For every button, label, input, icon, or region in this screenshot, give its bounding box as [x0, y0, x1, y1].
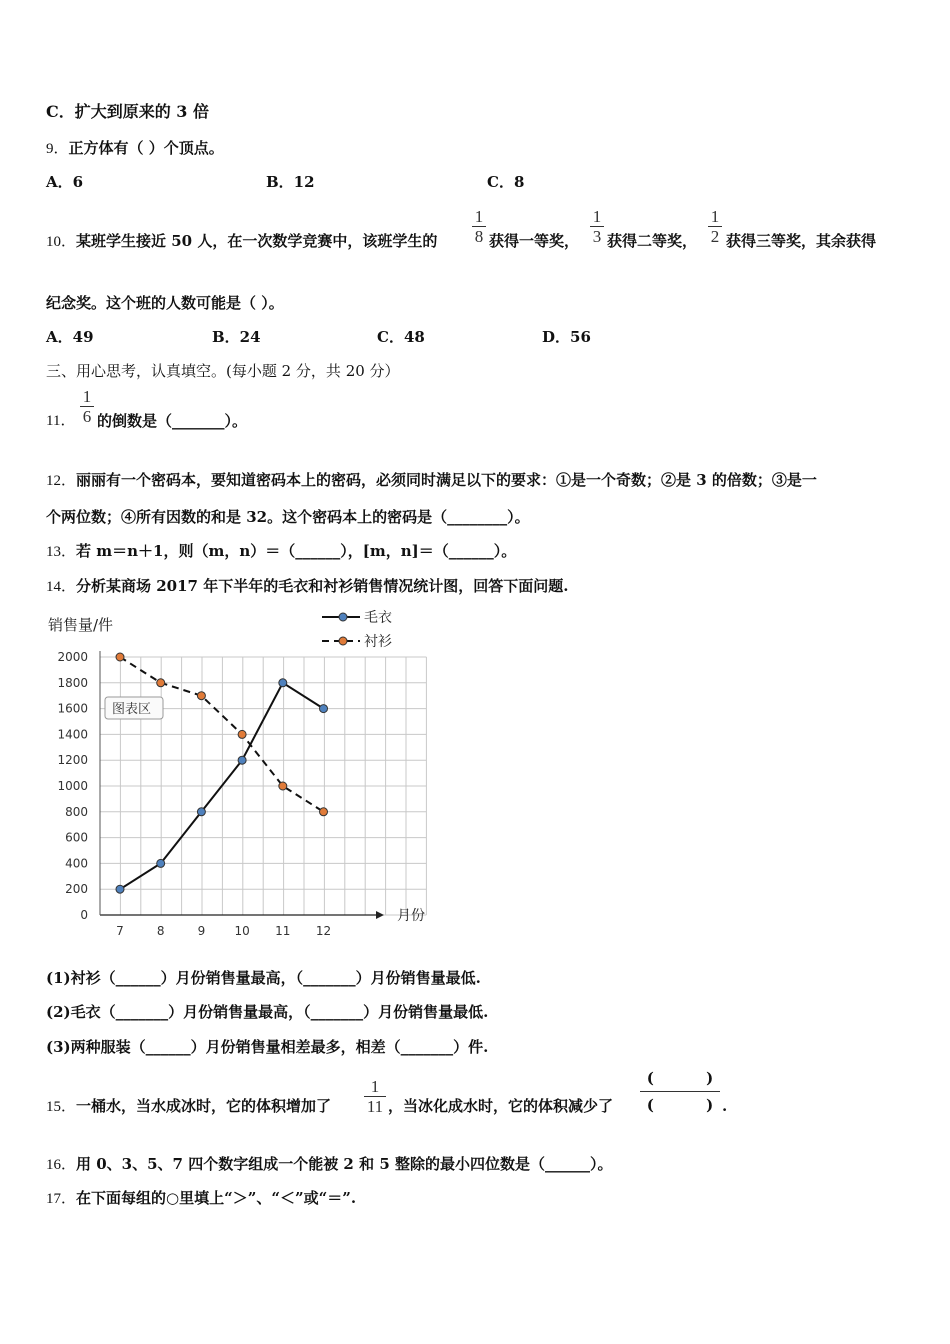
q15-frac-num: 1 — [370, 1077, 380, 1096]
chart-x-label: 月份 — [397, 908, 425, 924]
q9-line — [46, 138, 224, 159]
q12-text-1: 丽丽有一个密码本，要知道密码本上的密码，必须同时满足以下的要求：①是一个奇数；②是 3 的倍数；③是一 — [76, 471, 817, 489]
data-point — [157, 859, 165, 867]
q10-text-b: 获得一等奖， — [489, 232, 580, 250]
q10-line2: 纪念奖。这个班的人数可能是（ ）。 — [46, 294, 284, 312]
q17-number: 17． — [46, 1191, 77, 1207]
q10-line1 — [46, 231, 437, 252]
y-tick-label: 1400 — [57, 727, 88, 742]
chart-legend — [322, 610, 392, 650]
q10-frac1-den: 8 — [474, 227, 484, 246]
data-point — [157, 679, 165, 687]
q10-number: 10． — [46, 234, 77, 250]
q13-text: 若 m＝n＋1，则（m，n）＝（______），[m，n]＝（______）。 — [76, 542, 517, 560]
q15-line — [46, 1096, 331, 1117]
section-3-heading: 三、用心思考，认真填空。(每小题 2 分，共 20 分） — [46, 362, 400, 380]
q14-sub2: (2)毛衣（_______）月份销售量最高，（_______）月份销售量最低. — [46, 1003, 489, 1021]
chart-x-ticks — [116, 924, 331, 938]
y-tick-label: 800 — [65, 804, 88, 819]
q10-frac3-den: 2 — [710, 227, 720, 246]
q15-blank-den: ( ) — [646, 1096, 714, 1114]
q12-line2: 个两位数；④所有因数的和是 32。这个密码本上的密码是（________）。 — [46, 508, 530, 526]
q16-text: 用 0、3、5、7 四个数字组成一个能被 2 和 5 整除的最小四位数是（______）。 — [76, 1155, 613, 1173]
data-point — [320, 808, 328, 816]
data-point — [238, 756, 246, 764]
x-tick-label: 8 — [156, 924, 165, 938]
x-tick-label: 10 — [234, 924, 250, 938]
data-point — [279, 782, 287, 790]
data-point — [116, 653, 124, 661]
data-point — [116, 885, 124, 893]
q10-frac3-num: 1 — [710, 207, 720, 226]
q10-option-c: C．48 — [377, 328, 425, 346]
data-point — [197, 692, 205, 700]
data-point — [320, 705, 328, 713]
chart-series — [116, 653, 328, 893]
q10-frac2-num: 1 — [592, 207, 602, 226]
y-tick-label: 1000 — [57, 779, 88, 793]
q10-option-a: A．49 — [46, 328, 94, 346]
q10-text-d: 获得三等奖，其余获得 — [726, 232, 877, 250]
q9-option-c: C．8 — [487, 173, 525, 191]
q10-option-b: B．24 — [212, 328, 261, 346]
q11-text: 的倒数是（_______）。 — [97, 412, 248, 430]
q11-frac-num: 1 — [82, 387, 92, 406]
q9-text: 正方体有（ ）个顶点。 — [68, 139, 224, 157]
q17-text: 在下面每组的○里填上“＞”、“＜”或“＝”. — [76, 1189, 357, 1207]
x-tick-label: 9 — [197, 924, 206, 938]
chart-y-label: 销售量/件 — [48, 616, 114, 634]
y-tick-label: 0 — [80, 908, 88, 922]
q15-text-b: ，当冰化成水时，它的体积减少了 — [388, 1097, 614, 1115]
q11-number: 11． — [46, 413, 76, 429]
q14-number: 14． — [46, 579, 77, 595]
y-tick-label: 200 — [65, 882, 88, 897]
q10-frac2-den: 3 — [592, 227, 602, 246]
x-tick-label: 12 — [315, 924, 332, 938]
q17-line — [46, 1188, 356, 1209]
data-point — [279, 679, 287, 687]
x-tick-label: 7 — [116, 924, 124, 938]
y-tick-label: 600 — [65, 830, 88, 845]
q12-line1 — [46, 470, 817, 491]
y-tick-label: 2000 — [57, 650, 88, 664]
q15-end: . — [722, 1097, 728, 1115]
q15-number: 15． — [46, 1099, 77, 1115]
y-tick-label: 1800 — [57, 675, 88, 690]
q9-number: 9． — [46, 141, 69, 157]
q10-fraction-3 — [708, 208, 722, 245]
q11-fraction — [80, 388, 94, 425]
legend-marker-1 — [339, 637, 347, 645]
legend-marker-0 — [339, 613, 347, 621]
legend-label-1: 衬衫 — [364, 634, 392, 650]
q10-text-c: 获得二等奖， — [607, 232, 698, 250]
q11-frac-den: 6 — [82, 407, 92, 426]
y-tick-label: 400 — [65, 856, 88, 871]
q10-option-d: D．56 — [542, 328, 591, 346]
q12-number: 12． — [46, 473, 77, 489]
chart-axes — [100, 651, 384, 919]
q14-sub1: (1)衬衫（______）月份销售量最高，（_______）月份销售量最低. — [46, 969, 481, 987]
q15-blank-num: ( ) — [646, 1069, 714, 1087]
y-tick-label: 1600 — [57, 701, 88, 716]
x-tick-label: 11 — [275, 924, 291, 938]
data-point — [197, 808, 205, 816]
legend-label-0: 毛衣 — [364, 610, 392, 626]
q15-text-a: 一桶水，当水成冰时，它的体积增加了 — [76, 1097, 332, 1115]
q16-number: 16． — [46, 1157, 77, 1173]
chart-y-ticks — [57, 650, 88, 922]
y-tick-label: 1200 — [57, 753, 88, 768]
q14-text: 分析某商场 2017 年下半年的毛衣和衬衫销售情况统计图，回答下面问题. — [76, 577, 569, 595]
q15-fraction — [364, 1078, 386, 1115]
sales-line-chart — [40, 600, 460, 950]
q13-number: 13． — [46, 544, 77, 560]
q16-line — [46, 1154, 612, 1175]
q10-fraction-1 — [472, 208, 486, 245]
q15-frac-den: 11 — [366, 1097, 384, 1116]
q9-option-b: B．12 — [266, 173, 315, 191]
q15-answer-fraction[interactable] — [640, 1068, 720, 1115]
q10-frac1-num: 1 — [474, 207, 484, 226]
chart-tooltip-label: 图表区 — [112, 702, 152, 717]
q9-option-a: A．6 — [46, 173, 84, 191]
q14-line — [46, 576, 568, 597]
q14-sub3: (3)两种服装（______）月份销售量相差最多，相差（_______）件. — [46, 1038, 489, 1056]
q10-text-a: 某班学生接近 50 人，在一次数学竞赛中，该班学生的 — [76, 232, 438, 250]
q8-option-c: C．扩大到原来的 3 倍 — [46, 102, 210, 121]
q13-line — [46, 541, 516, 562]
chart-tooltip — [105, 697, 163, 719]
q10-fraction-2 — [590, 208, 604, 245]
chart-grid — [100, 657, 426, 915]
data-point — [238, 730, 246, 738]
x-axis-arrow — [376, 911, 384, 919]
